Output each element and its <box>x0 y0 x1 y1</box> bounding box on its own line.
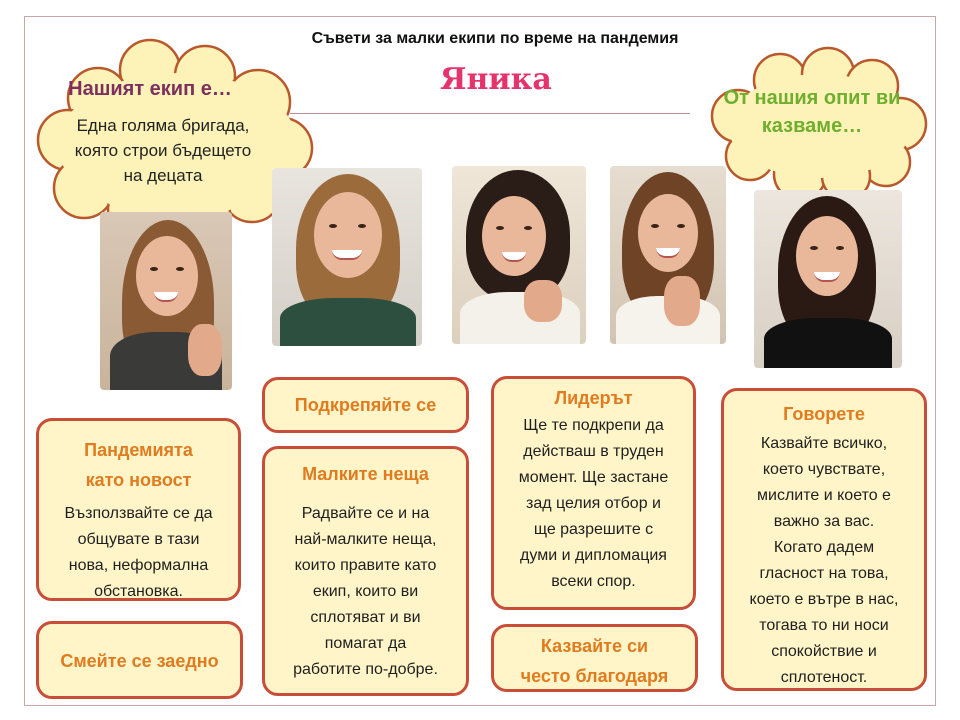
card-text-line: Казвайте всичко, <box>760 435 888 452</box>
card-text-line: всеки спор. <box>551 573 636 590</box>
cloud-right-text <box>712 84 912 140</box>
card-heading-line: Казвайте си <box>540 636 649 656</box>
card-text-line: спокойствие и <box>771 643 877 660</box>
cloud-left-line: която строи бъдещето <box>74 141 252 160</box>
page-title: Съвети за малки екипи по време на пандемия <box>311 30 679 47</box>
card-text-line: общувате в тази <box>77 531 200 548</box>
card-text-line: действаш в труден <box>523 443 664 460</box>
card-text-line: работите по-добре. <box>293 661 438 678</box>
card-text-line: сплотяват и ви <box>310 609 421 626</box>
team-photo-1 <box>100 212 232 390</box>
cloud-right-line: От нашия опит ви <box>723 87 901 109</box>
card-text-line: Когато дадем <box>773 539 875 556</box>
yanika-logo: Яника <box>440 62 552 97</box>
cloud-left-line: на децата <box>123 166 203 185</box>
card-text-line: които правите като <box>294 557 437 574</box>
card-text-line: сплотеност. <box>780 669 868 686</box>
card-text-line: Възползвайте се да <box>64 505 213 522</box>
card-heading-line: често благодаря <box>520 666 669 686</box>
card-text-line: ще разрешите с <box>533 521 654 538</box>
card-text-line: най-малките неща, <box>294 531 437 548</box>
card-text-line: което е вътре в нас, <box>749 591 899 608</box>
card-pandemic <box>36 418 241 601</box>
card-talk <box>721 388 927 691</box>
card-text-line: гласност на това, <box>759 565 889 582</box>
card-text-line: помагат да <box>324 635 407 652</box>
card-pandemic-text <box>39 501 238 605</box>
team-photo-2 <box>272 168 422 346</box>
card-text-line: важно за вас. <box>773 513 875 530</box>
card-laugh-heading: Смейте се заедно <box>60 651 219 671</box>
card-text-line: Радвайте се и на <box>301 505 430 522</box>
card-text-line: мислите и което е <box>757 487 891 504</box>
card-text-line: обстановка. <box>94 583 183 600</box>
cloud-right-line: казваме… <box>761 115 863 137</box>
card-text-line: нова, неформална <box>68 557 209 574</box>
team-photo-5 <box>754 190 902 368</box>
team-photo-3 <box>452 166 586 344</box>
cloud-left-line: Една голяма бригада, <box>76 116 250 135</box>
card-leader-text <box>494 413 693 595</box>
card-say-thanks-heading <box>494 631 695 691</box>
card-say-thanks <box>491 624 698 692</box>
title-divider <box>290 113 690 114</box>
card-text-line: тогава то ни носи <box>759 617 889 634</box>
card-heading-line: като новост <box>85 470 192 490</box>
card-small-things-text <box>265 501 466 683</box>
card-text-line: екип, които ви <box>312 583 419 600</box>
card-support-heading: Подкрепяйте се <box>294 395 437 415</box>
card-text-line: Ще те подкрепи да <box>523 417 664 434</box>
card-heading-line: Пандемията <box>84 440 193 460</box>
card-small-things-heading: Малките неща <box>302 464 429 484</box>
card-laugh-together <box>36 621 243 699</box>
card-text-line: зад целия отбор и <box>526 495 661 512</box>
card-small-things <box>262 446 469 696</box>
card-talk-text <box>724 431 924 691</box>
card-support <box>262 377 469 433</box>
card-leader-heading: Лидерът <box>554 388 633 408</box>
card-pandemic-heading <box>39 435 238 495</box>
card-talk-heading: Говорете <box>783 404 865 424</box>
cloud-left-text <box>58 113 268 188</box>
cloud-left-heading: Нашият екип е… <box>68 78 232 100</box>
team-photo-4 <box>610 166 726 344</box>
card-text-line: думи и дипломация <box>520 547 667 564</box>
card-text-line: което чувствате, <box>762 461 886 478</box>
card-text-line: момент. Ще застане <box>518 469 669 486</box>
card-leader <box>491 376 696 610</box>
